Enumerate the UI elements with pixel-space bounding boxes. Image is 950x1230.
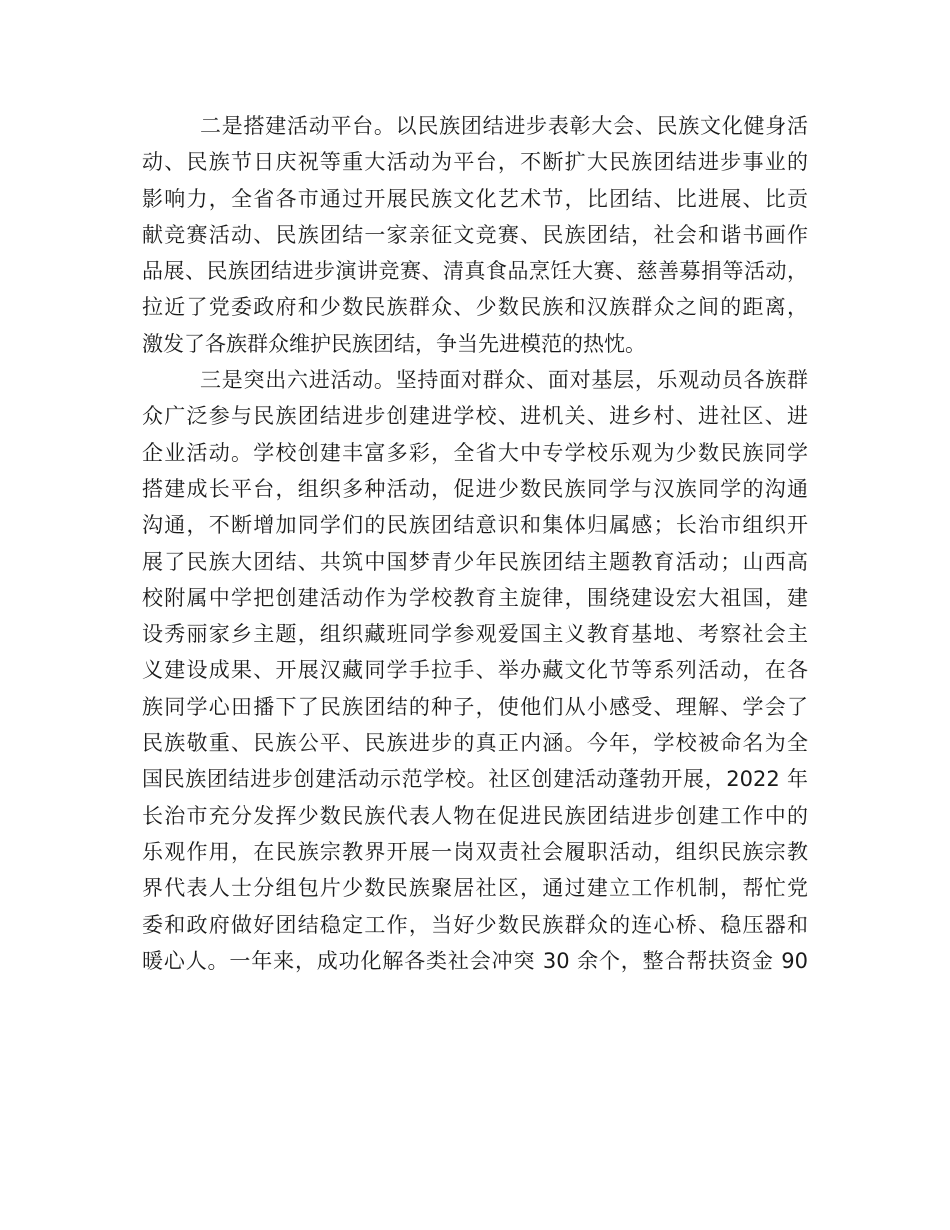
text-line: 二是搭建活动平台。以民族团结进步表彰大会、民族文化健身活 xyxy=(200,114,808,138)
text-line: 民族敬重、民族公平、民族进步的真正内涵。今年，学校被命名为全 xyxy=(142,731,808,756)
text-line: 众广泛参与民族团结进步创建进学校、进机关、进乡村、进社区、进 xyxy=(142,404,808,429)
text-line: 乐观作用，在民族宗教界开展一岗双责社会履职活动，组织民族宗教 xyxy=(142,839,808,864)
text-line: 界代表人士分组包片少数民族聚居社区，通过建立工作机制，帮忙党 xyxy=(142,876,808,901)
text-line: 企业活动。学校创建丰富多彩，全省大中专学校乐观为少数民族同学 xyxy=(142,440,808,465)
text-line: 沟通，不断增加同学们的民族团结意识和集体归属感；长治市组织开 xyxy=(142,513,808,538)
text-line: 动、民族节日庆祝等重大活动为平台，不断扩大民族团结进步事业的 xyxy=(142,150,808,175)
document-body xyxy=(142,108,808,979)
text-line: 族同学心田播下了民族团结的种子，使他们从小感受、理解、学会了 xyxy=(142,694,808,719)
text-line: 委和政府做好团结稳定工作，当好少数民族群众的连心桥、稳压器和 xyxy=(142,912,808,937)
text-line: 国民族团结进步创建活动示范学校。社区创建活动蓬勃开展，2022 年 xyxy=(142,767,808,792)
text-line: 义建设成果、开展汉藏同学手拉手、举办藏文化节等系列活动，在各 xyxy=(142,658,808,683)
text-line: 献竞赛活动、民族团结一家亲征文竞赛、民族团结，社会和谐书画作 xyxy=(142,222,808,247)
text-line: 搭建成长平台，组织多种活动，促进少数民族同学与汉族同学的沟通 xyxy=(142,476,808,501)
text-line: 暖心人。一年来，成功化解各类社会冲突 30 余个，整合帮扶资金 90 xyxy=(142,948,808,973)
text-line: 设秀丽家乡主题，组织藏班同学参观爱国主义教育基地、考察社会主 xyxy=(142,622,808,647)
text-line: 校附属中学把创建活动作为学校教育主旋律，围绕建设宏大祖国，建 xyxy=(142,585,808,610)
paragraph-six-activities xyxy=(142,362,808,979)
text-line: 激发了各族群众维护民族团结，争当先进模范的热忱。 xyxy=(142,331,646,356)
text-line: 三是突出六进活动。坚持面对群众、面对基层，乐观动员各族群 xyxy=(200,368,808,393)
text-line: 影响力，全省各市通过开展民族文化艺术节，比团结、比进展、比贡 xyxy=(142,186,808,211)
text-line: 长治市充分发挥少数民族代表人物在促进民族团结进步创建工作中的 xyxy=(142,803,808,828)
text-line: 品展、民族团结进步演讲竞赛、清真食品烹饪大赛、慈善募捐等活动， xyxy=(142,259,808,284)
text-line: 展了民族大团结、共筑中国梦青少年民族团结主题教育活动；山西高 xyxy=(142,549,808,574)
paragraph-platform xyxy=(142,108,808,362)
text-line: 拉近了党委政府和少数民族群众、少数民族和汉族群众之间的距离， xyxy=(142,295,808,320)
